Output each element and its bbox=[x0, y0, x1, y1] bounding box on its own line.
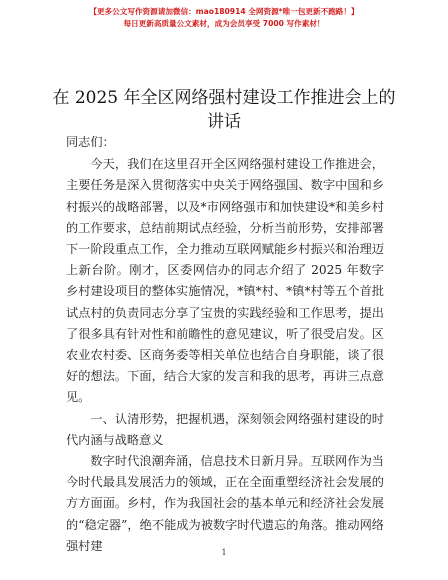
document-title: 在 2025 年全区网络强村建设工作推进会上的讲话 bbox=[52, 88, 396, 132]
promo-banner bbox=[0, 6, 448, 30]
document-body bbox=[66, 132, 384, 557]
paragraph-section-1: 数字时代浪潮奔涌，信息技术日新月异。互联网作为当今时代最具发展活力的领域，正在全面重塑经济社会发展的方方面面。乡村，作为我国社会的基本单元和经济社会发展的“稳定器”，绝不能成为被数字时代遗忘的角落。推动网络强村建 bbox=[66, 454, 384, 553]
paragraph-intro: 今天，我们在这里召开全区网络强村建设工作推进会，主要任务是深入贯彻落实中央关于网络强国、数字中国和乡村振兴的战略部署，以及*市网络强市和加快建设*和美乡村的工作要求，总结前期试点经验，分析当前形势，安排部署下一阶段重点工作，全力推动互联网赋能乡村振兴和治理迈上新台阶。刚才，区委网信办的同志介绍了 2025 年数字乡村建设项目的整体实施情况，*镇*村、*镇*村等五个首批试点村的负责同志分享了宝贵的实践经验和工作思考，提出了很多具有针对性和前瞻性的意见建议，听了很受启发。区农业农村委、区商务委等相关单位也结合自身职能，谈了很好的想法。下面，结合大家的发言和我的思考，再讲三点意见。 bbox=[66, 157, 384, 405]
promo-banner-line-2: 每日更新高质量公文素材，成为会员享受 7000 写作素材！ bbox=[123, 19, 325, 28]
promo-banner-line-1: 【更多公文写作资源请加微信：mao180914 全网资源*唯一包更新不跑路！】 bbox=[89, 7, 359, 16]
greeting: 同志们： bbox=[66, 135, 115, 149]
page-number: 1 bbox=[221, 548, 227, 557]
section-heading-1: 一、认清形势，把握机遇，深刻领会网络强村建设的时代内涵与战略意义 bbox=[66, 411, 384, 447]
